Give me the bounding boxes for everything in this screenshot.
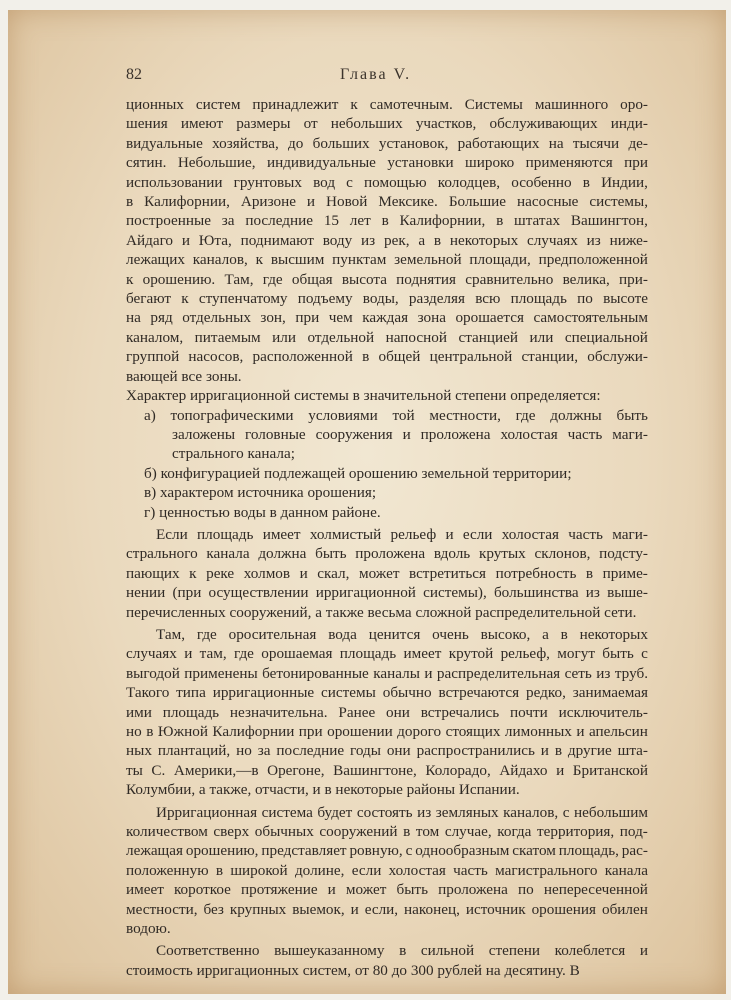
text-line: случаях и там, где орошаемая площадь имеет крутой рельеф, могут быть с: [126, 645, 648, 663]
text-line: Такого типа ирригационные системы обычно встречаются редко, занимаемая: [126, 684, 648, 702]
text-line: Соответственно вышеуказанному в сильной степени колеблется и: [156, 942, 648, 960]
text-line: г) ценностью воды в данном районе.: [144, 503, 381, 521]
text-line: шения имеют размеры от небольших участков, обслуживающих инди-: [126, 115, 648, 133]
text-line: ими площадь незначительна. Ранее они встречались почти исключитель-: [126, 703, 648, 721]
paragraph: [126, 941, 648, 980]
text-line: сятин. Небольшие, индивидуальные установки широко применяются при: [126, 154, 648, 172]
body-text: [126, 95, 648, 980]
text-line: в Калифорнии, Аризоне и Новой Мексике. Большие насосные системы,: [126, 193, 648, 211]
text-line: количеством сверх обычных сооружений в том случае, когда территория, под-: [126, 823, 648, 841]
text-line: стрального канала должна быть проложена вдоль крутых склонов, подсту-: [126, 545, 648, 563]
text-line: каналом, питаемым или отдельной напосной станцией или специальной: [126, 328, 648, 346]
text-line: имеет короткое протяжение и может быть проложена по непересеченной: [126, 881, 648, 899]
text-line: Айдаго и Юта, поднимают воду из рек, а в некоторых случаях из ниже-: [126, 231, 648, 249]
text-line: но в Южной Калифорнии при орошении дорого стоящих лимонных и апельсин: [126, 723, 648, 740]
text-line: положенную в широкой долине, если холостая часть магистрального канала: [126, 861, 648, 879]
text-line: водою.: [126, 920, 171, 938]
paragraph: [126, 386, 648, 405]
text-line: к орошению. Там, где общая высота поднятия сравнительно велика, при-: [126, 270, 648, 288]
text-line: б) конфигурацией подлежащей орошению земельной территории;: [144, 464, 572, 482]
paragraph: [126, 483, 648, 502]
paragraph: [126, 625, 648, 800]
text-line: перечисленных сооружений, а также весьма сложной распределительной сети.: [126, 603, 637, 621]
text-line: Ирригационная система будет состоять из земляных каналов, с небольшим: [156, 803, 648, 821]
text-line: ных плантаций, но за последние годы они распространились и в другие шта-: [126, 742, 648, 760]
book-page: [8, 10, 726, 994]
page-header: [126, 66, 646, 88]
text-line: вающей все зоны.: [126, 367, 242, 385]
text-line: Если площадь имеет холмистый рельеф и если холостая часть маги-: [156, 525, 648, 543]
text-line: местности, без крупных выемок, и если, наконец, источник орошения обилен: [126, 900, 648, 918]
text-line: Колумбии, а также, отчасти, и в некоторые районы Испании.: [126, 781, 520, 799]
text-line: построенные за последние 15 лет в Калифорнии, в штатах Вашингтон,: [126, 212, 648, 230]
text-line: лежащих каналов, к высшим пунктам земельной площади, предположенной: [126, 251, 648, 269]
text-line: Характер ирригационной системы в значительной степени определяется:: [126, 387, 601, 405]
text-line: заложены головные сооружения и проложена холостая часть маги-: [172, 425, 648, 443]
paragraph: [126, 525, 648, 622]
text-line: ционных систем принадлежит к самотечным. Системы машинного оро-: [126, 96, 648, 113]
text-line: нении (при осуществлении ирригационной системы), большинства из выше-: [126, 584, 648, 602]
paragraph: [126, 406, 648, 464]
text-line: группой насосов, расположенной в общей центральной станции, обслужи-: [126, 348, 648, 366]
paragraph: [126, 503, 648, 522]
text-line: на ряд отдельных зон, при чем каждая зона орошается самостоятельным: [126, 309, 648, 327]
paragraph: [126, 95, 648, 386]
paragraph: [126, 464, 648, 483]
text-line: стоимость ирригационных систем, от 80 до 300 рублей на десятину. В: [126, 961, 580, 979]
text-line: стрального канала;: [172, 445, 295, 463]
text-line: выгодой применены бетонированные каналы и распределительная сеть из труб.: [126, 664, 648, 682]
text-line: в) характером источника орошения;: [144, 484, 377, 502]
text-line: Там, где оросительная вода ценится очень высоко, а в некоторых: [156, 625, 648, 643]
page-number: 82: [126, 66, 142, 83]
text-line: пающих к реке холмов и скал, может встретиться потребность в приме-: [126, 564, 648, 582]
text-line: видуальные хозяйства, до больших установок, работающих на тысячи де-: [126, 134, 648, 152]
text-line: а) топографическими условиями той местности, где должны быть: [144, 406, 648, 424]
text-line: бегают к ступенчатому подъему воды, разделяя всю площадь по высоте: [126, 290, 648, 308]
text-line: ты С. Америки,—в Орегоне, Вашингтоне, Колорадо, Айдахо и Британской: [126, 761, 648, 779]
text-line: использовании грунтовых вод с помощью колодцев, особенно в Индии,: [126, 173, 648, 191]
chapter-title: Глава V.: [340, 66, 412, 83]
paragraph: [126, 803, 648, 939]
text-line: лежащая орошению, представляет ровную, с однообразным скатом площадь, рас-: [126, 842, 648, 860]
